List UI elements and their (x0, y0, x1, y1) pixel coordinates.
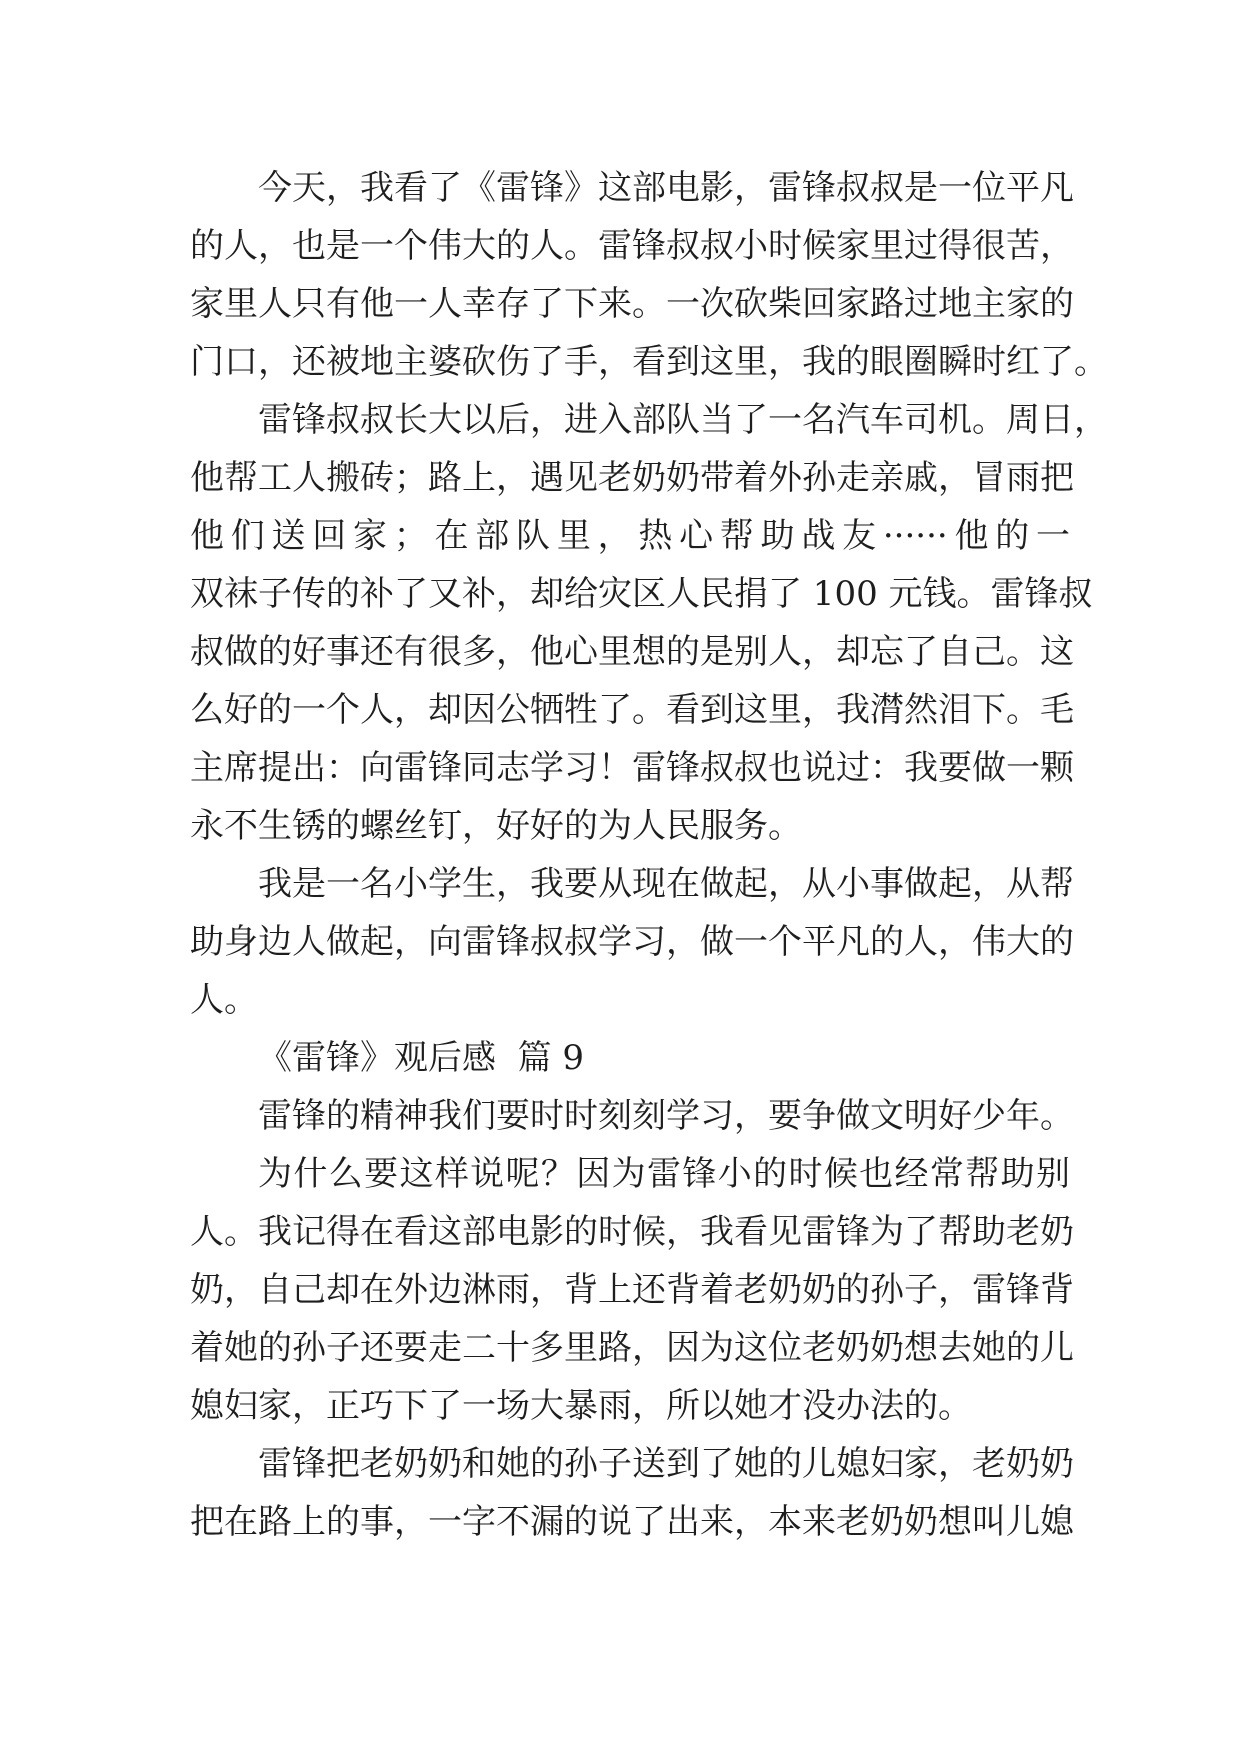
text-line: 助身边人做起，向雷锋叔叔学习，做一个平凡的人，伟大的 (190, 922, 1074, 962)
text-line: 么好的一个人，却因公牺牲了。看到这里，我潸然泪下。毛 (190, 690, 1074, 730)
text-line: 媳妇家，正巧下了一场大暴雨，所以她才没办法的。 (190, 1386, 972, 1426)
text-line: 人。 (190, 980, 258, 1020)
text-line: 的人，也是一个伟大的人。雷锋叔叔小时候家里过得很苦， (190, 226, 1074, 266)
text-line: 雷锋把老奶奶和她的孙子送到了她的儿媳妇家，老奶奶 (258, 1444, 1074, 1484)
section-heading: 《雷锋》观后感 篇 9 (258, 1038, 585, 1078)
text-line: 门口，还被地主婆砍伤了手，看到这里，我的眼圈瞬时红了。 (190, 342, 1108, 382)
text-line: 主席提出：向雷锋同志学习！雷锋叔叔也说过：我要做一颗 (190, 748, 1074, 788)
text-line: 雷锋叔叔长大以后，进入部队当了一名汽车司机。周日， (258, 400, 1108, 440)
text-line: 家里人只有他一人幸存了下来。一次砍柴回家路过地主家的 (190, 284, 1074, 324)
text-line: 叔做的好事还有很多，他心里想的是别人，却忘了自己。这 (190, 632, 1074, 672)
text-line: 把在路上的事，一字不漏的说了出来，本来老奶奶想叫儿媳 (190, 1502, 1074, 1542)
text-line: 永不生锈的螺丝钉，好好的为人民服务。 (190, 806, 802, 846)
text-line: 今天，我看了《雷锋》这部电影，雷锋叔叔是一位平凡 (258, 168, 1074, 208)
text-line: 双袜子传的补了又补，却给灾区人民捐了 100 元钱。雷锋叔 (190, 574, 1093, 614)
text-line: 我是一名小学生，我要从现在做起，从小事做起，从帮 (258, 864, 1074, 904)
text-line: 他帮工人搬砖；路上，遇见老奶奶带着外孙走亲戚，冒雨把 (190, 458, 1074, 498)
text-line: 他们送回家；在部队里，热心帮助战友······他的一 (190, 516, 1070, 556)
text-line: 奶，自己却在外边淋雨，背上还背着老奶奶的孙子，雷锋背 (190, 1270, 1074, 1310)
text-line: 着她的孙子还要走二十多里路，因为这位老奶奶想去她的儿 (190, 1328, 1074, 1368)
text-line: 雷锋的精神我们要时时刻刻学习，要争做文明好少年。 (258, 1096, 1074, 1136)
text-line: 人。我记得在看这部电影的时候，我看见雷锋为了帮助老奶 (190, 1212, 1074, 1252)
text-line: 为什么要这样说呢？因为雷锋小的时候也经常帮助别 (258, 1154, 1070, 1194)
